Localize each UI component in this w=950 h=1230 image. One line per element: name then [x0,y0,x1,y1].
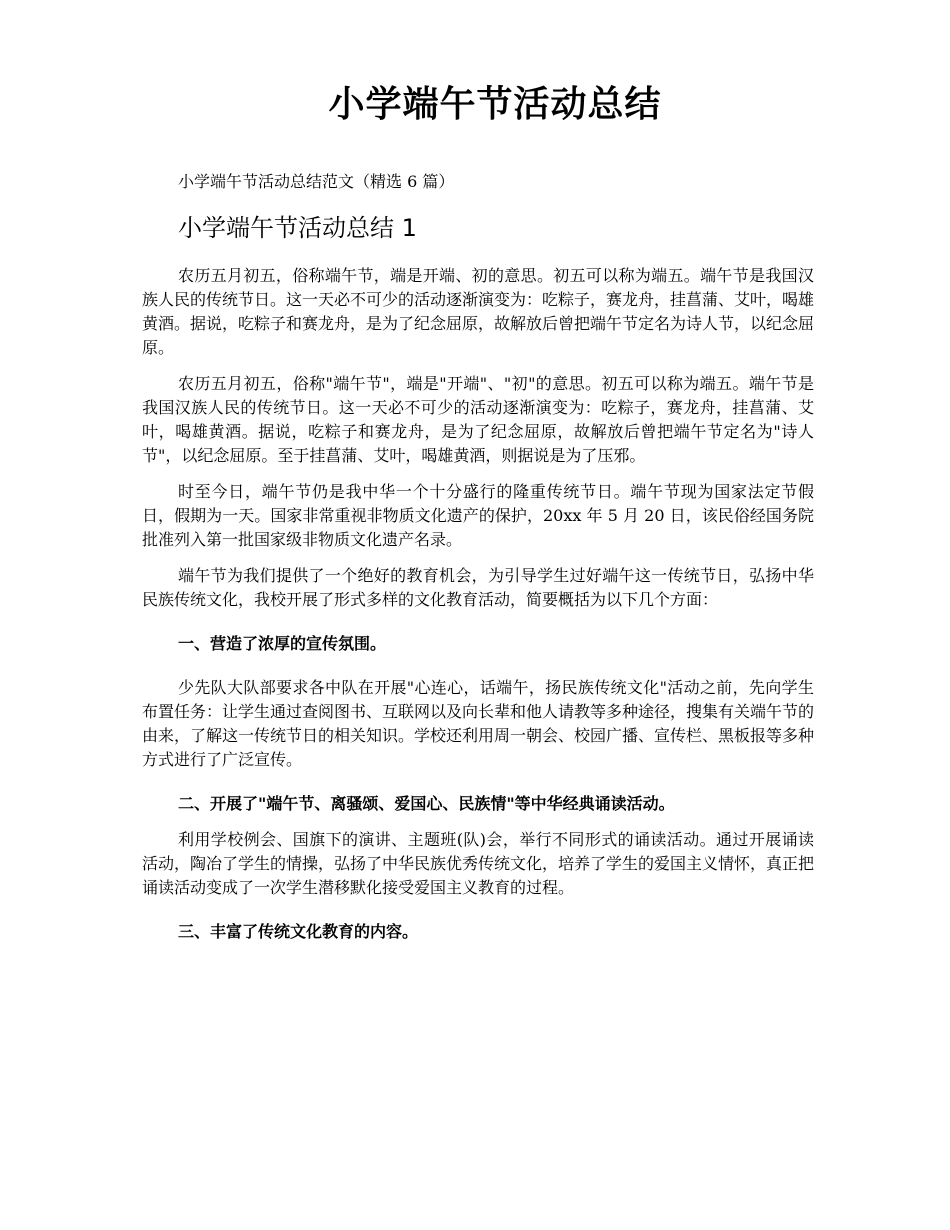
paragraph-1: 农历五月初五，俗称端午节，端是开端、初的意思。初五可以称为端五。端午节是我国汉族人民的传统节日。这一天必不可少的活动逐渐演变为：吃粽子，赛龙舟，挂菖蒲、艾叶，喝雄黄酒。据说，吃粽子和赛龙舟，是为了纪念屈原，故解放后曾把端午节定名为诗人节，以纪念屈原。 [142,266,815,357]
paragraph-4: 端午节为我们提供了一个绝好的教育机会，为引导学生过好端午这一传统节日，弘扬中华民族传统文化，我校开展了形式多样的文化教育活动，简要概括为以下几个方面： [142,566,814,609]
subheading-2: 二、开展了"端午节、离骚颂、爱国心、民族情"等中华经典诵读活动。 [178,794,675,813]
subheading-1: 一、营造了浓厚的宣传氛围。 [178,634,387,653]
paragraph-6: 利用学校例会、国旗下的演讲、主题班(队)会，举行不同形式的诵读活动。通过开展诵读活动，陶冶了学生的情操，弘扬了中华民族优秀传统文化，培养了学生的爱国主义情怀，真正把诵读活动变成了一次学生潜移默化接受爱国主义教育的过程。 [142,830,815,897]
subheading-3: 三、丰富了传统文化教育的内容。 [178,922,419,941]
page-title: 小学端午节活动总结 [328,84,662,125]
document-body [142,264,814,964]
section-heading: 小学端午节活动总结 1 [178,214,417,242]
document-subtitle: 小学端午节活动总结范文（精选 6 篇） [178,172,455,191]
paragraph-5: 少先队大队部要求各中队在开展"心连心，话端午，扬民族传统文化"活动之前，先向学生布置任务：让学生通过查阅图书、互联网以及向长辈和他人请教等多种途径，搜集有关端午节的由来，了解这一传统节日的相关知识。学校还利用周一朝会、校园广播、宣传栏、黑板报等多种方式进行了广泛宣传。 [142,678,815,769]
paragraph-3: 时至今日，端午节仍是我中华一个十分盛行的隆重传统节日。端午节现为国家法定节假日，假期为一天。国家非常重视非物质文化遗产的保护，20xx 年 5 月 20 日，该民俗经国务院批准列入第一批国家级非物质文化遗产名录。 [142,482,814,549]
paragraph-2: 农历五月初五，俗称"端午节"，端是"开端"、"初"的意思。初五可以称为端五。端午节是我国汉族人民的传统节日。这一天必不可少的活动逐渐演变为：吃粽子，赛龙舟，挂菖蒲、艾叶，喝雄黄酒。据说，吃粽子和赛龙舟，是为了纪念屈原，故解放后曾把端午节定名为"诗人节"，以纪念屈原。至于挂菖蒲、艾叶，喝雄黄酒，则据说是为了压邪。 [142,374,814,465]
